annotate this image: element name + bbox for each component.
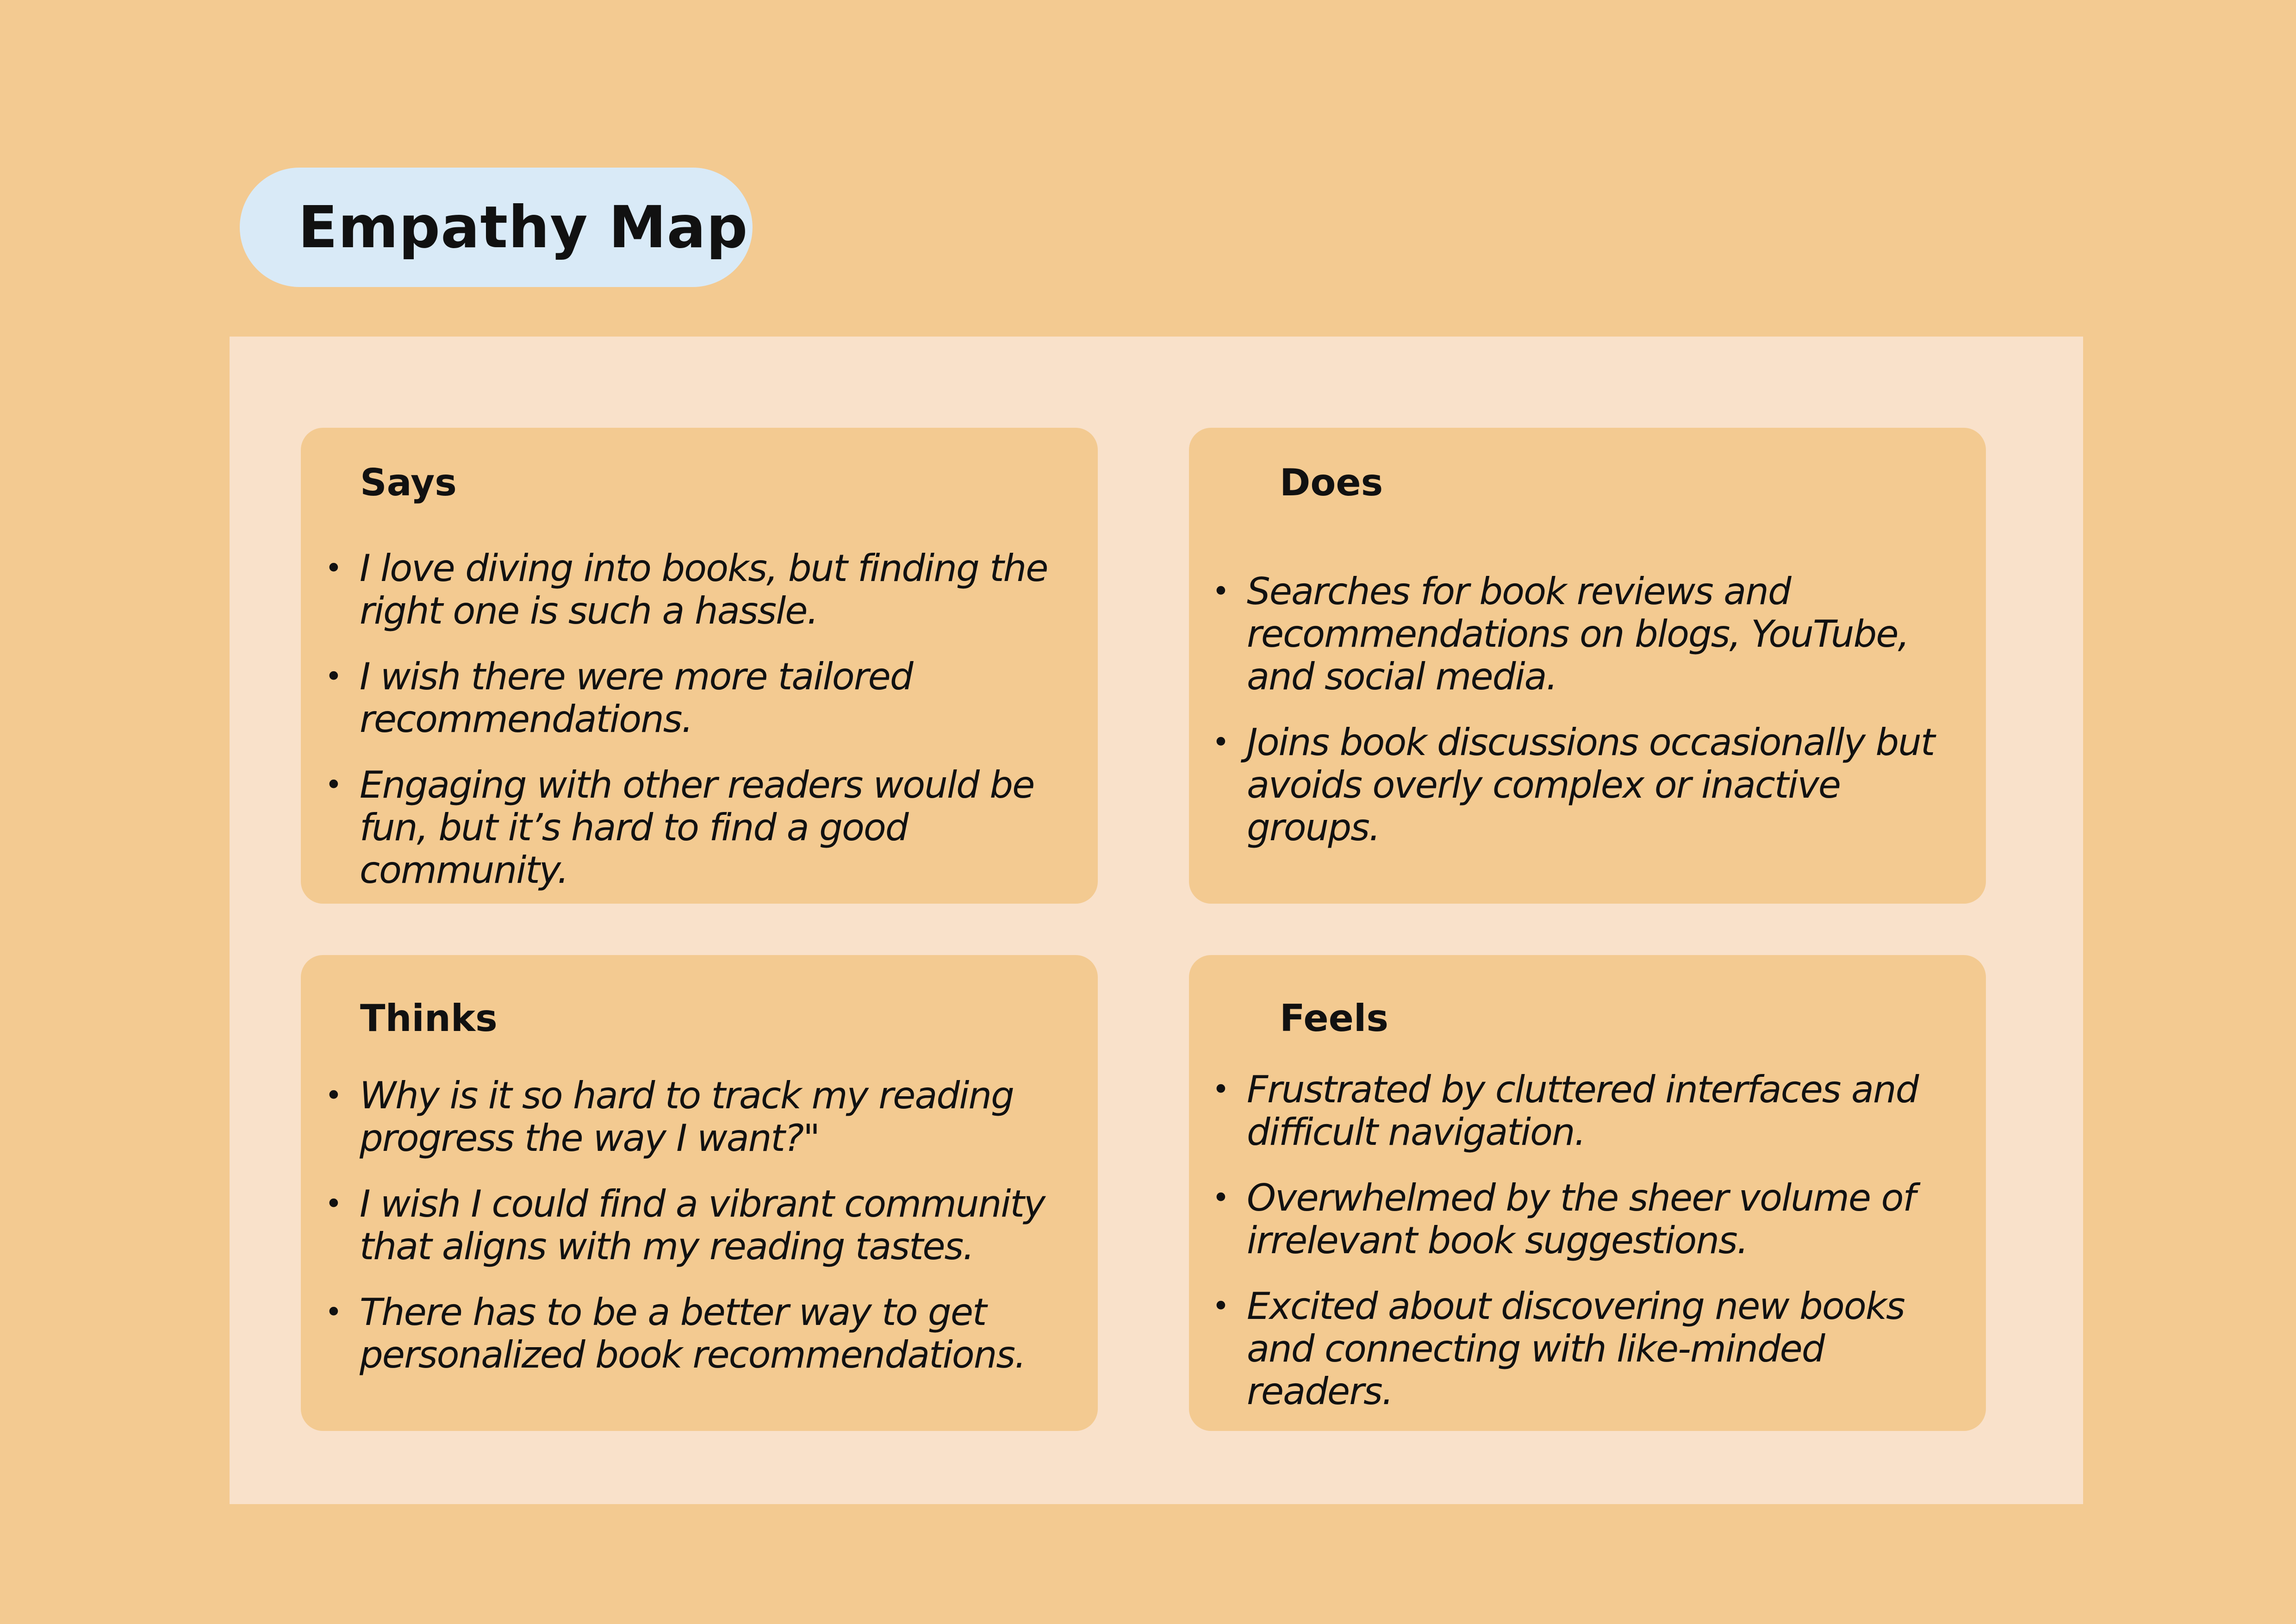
does-list [1212,570,1976,849]
thinks-item: • Why is it so hard to track my reading progress the way I want?" [325,1074,1014,1160]
bullet-icon: • [325,1295,342,1330]
says-item: • I love diving into books, but finding the right one is such a hassle. [325,547,1048,632]
empathy-map-panel [230,337,2083,1504]
says-heading: Says [360,461,457,504]
does-item: • Joins book discussions occasionally but avoids overly complex or inactive groups. [1212,721,1935,849]
thinks-list [325,1074,1089,1376]
does-item: • Searches for book reviews and recommendations on blogs, YouTube, and social media. [1212,570,1909,698]
does-heading: Does [1280,461,1383,504]
page-title: Empathy Map [298,194,748,261]
does-card [1189,428,1986,904]
bullet-icon: • [1212,1289,1229,1324]
feels-list [1212,1068,1976,1413]
feels-item: • Overwhelmed by the sheer volume of irrelevant book suggestions. [1212,1176,1915,1262]
bullet-icon: • [1212,725,1229,760]
bullet-icon: • [325,551,342,586]
thinks-card [301,955,1098,1431]
thinks-item: • There has to be a better way to get personalized book recommendations. [325,1291,1026,1376]
bullet-icon: • [325,1079,342,1113]
bullet-icon: • [325,1187,342,1221]
thinks-heading: Thinks [360,997,498,1040]
bullet-icon: • [1212,1073,1229,1107]
bullet-icon: • [325,660,342,694]
thinks-item: • I wish I could find a vibrant community that aligns with my reading tastes. [325,1182,1045,1268]
says-list [325,547,1089,892]
bullet-icon: • [1212,1181,1229,1215]
says-item: • I wish there were more tailored recommendations. [325,655,913,741]
bullet-icon: • [1212,575,1229,609]
says-card [301,428,1098,904]
feels-item: • Excited about discovering new books and connecting with like-minded readers. [1212,1285,1904,1413]
feels-item: • Frustrated by cluttered interfaces and difficult navigation. [1212,1068,1918,1154]
bullet-icon: • [325,768,342,802]
says-item: • Engaging with other readers would be fun, but it’s hard to find a good community. [325,763,1034,892]
title-pill [240,168,753,287]
feels-heading: Feels [1280,997,1388,1040]
feels-card [1189,955,1986,1431]
